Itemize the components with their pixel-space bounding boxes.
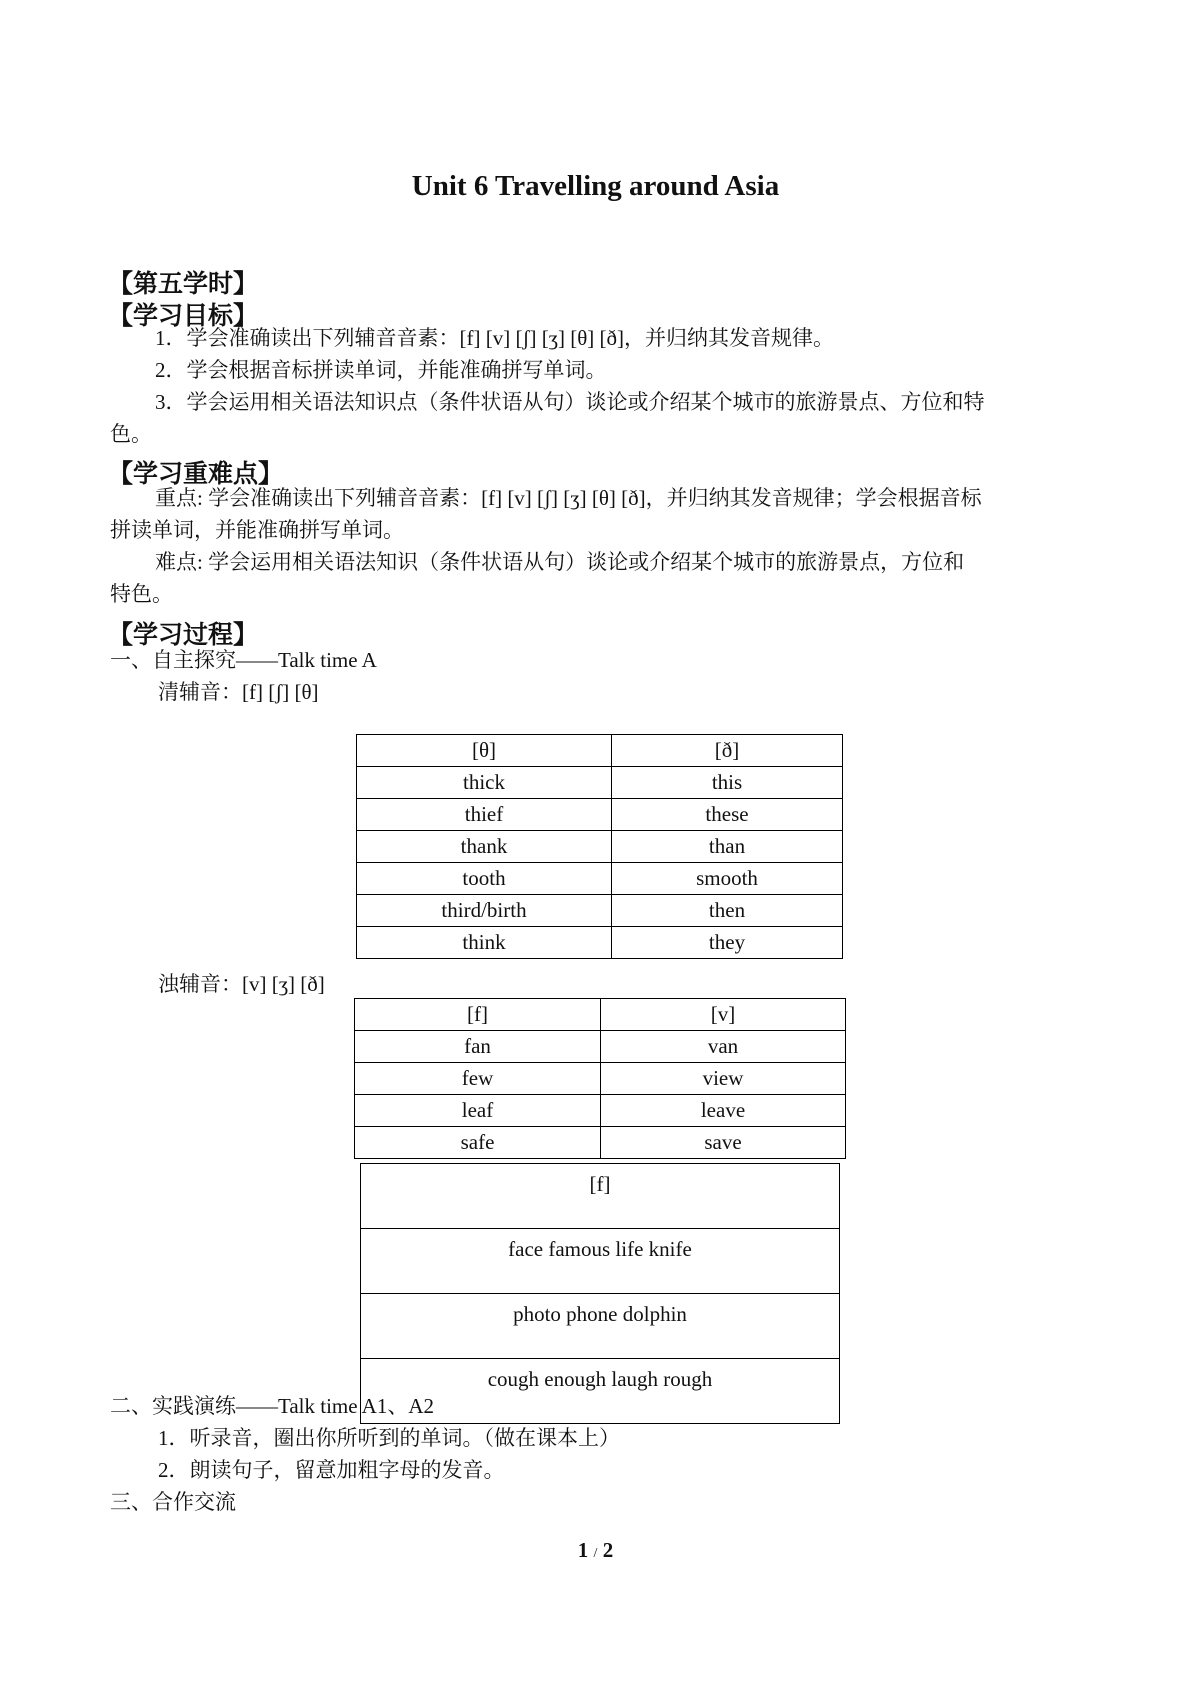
goal-item-1: 1．学会准确读出下列辅音音素：[f] [v] [ʃ] [ʒ] [θ] [ð]，并归纳其发音规律。: [155, 326, 835, 350]
page-total: 2: [602, 1538, 614, 1562]
table-cell: van: [601, 1031, 846, 1063]
table-row: [357, 831, 843, 863]
voiceless-label: 清辅音：[f] [ʃ] [θ]: [158, 680, 319, 704]
table-cell: few: [355, 1063, 601, 1095]
table-cell: cough enough laugh rough: [361, 1359, 840, 1424]
table-cell: save: [601, 1127, 846, 1159]
process-heading: 【学习过程】: [108, 622, 259, 649]
table-cell: these: [612, 799, 843, 831]
table-cell: think: [357, 927, 612, 959]
period-heading: 【第五学时】: [108, 271, 259, 298]
table-row: [357, 895, 843, 927]
fv-sound-table: [354, 998, 846, 1159]
table-row: [355, 1127, 846, 1159]
table-row: [361, 1164, 840, 1229]
table-header-cell: [ð]: [612, 735, 843, 767]
table-row: [355, 1031, 846, 1063]
page-title: Unit 6 Travelling around Asia: [411, 170, 780, 202]
table-row: [361, 1294, 840, 1359]
part1-heading: 一、自主探究——Talk time A: [110, 648, 377, 672]
part2-item-2: 2．朗读句子，留意加粗字母的发音。: [158, 1458, 505, 1482]
table-cell: leave: [601, 1095, 846, 1127]
table-cell: face famous life knife: [361, 1229, 840, 1294]
table-cell: smooth: [612, 863, 843, 895]
table-row: [357, 927, 843, 959]
table-header-cell: [θ]: [357, 735, 612, 767]
table-cell: they: [612, 927, 843, 959]
table-header-cell: [v]: [601, 999, 846, 1031]
page-current: 1: [577, 1538, 589, 1562]
table-cell: thief: [357, 799, 612, 831]
part2-heading: 二、实践演练——Talk time A1、A2: [110, 1394, 435, 1418]
table-cell: this: [612, 767, 843, 799]
table-row: [357, 863, 843, 895]
part2-item-1: 1．听录音，圈出你所听到的单词。（做在课本上）: [158, 1426, 620, 1450]
table-cell: tooth: [357, 863, 612, 895]
difficult-point-line-2: 特色。: [110, 582, 173, 606]
th-sound-table: [356, 734, 843, 959]
table-row: [355, 1095, 846, 1127]
f-spelling-table: [360, 1163, 840, 1424]
table-row: [357, 767, 843, 799]
table-row: [355, 999, 846, 1031]
goal-item-2: 2．学会根据音标拼读单词，并能准确拼写单词。: [155, 358, 607, 382]
table-cell: view: [601, 1063, 846, 1095]
table-cell: then: [612, 895, 843, 927]
page-number: [0, 1538, 1191, 1563]
page-separator: /: [593, 1546, 598, 1561]
table-cell: than: [612, 831, 843, 863]
goal-item-3: 3．学会运用相关语法知识点（条件状语从句）谈论或介绍某个城市的旅游景点、方位和特: [155, 390, 985, 414]
table-header-cell: [f]: [355, 999, 601, 1031]
key-point-line-1: 重点: 学会准确读出下列辅音音素：[f] [v] [ʃ] [ʒ] [θ] [ð]，并归纳其发音规律；学会根据音标: [155, 486, 982, 510]
table-cell: leaf: [355, 1095, 601, 1127]
table-cell: photo phone dolphin: [361, 1294, 840, 1359]
table-cell: safe: [355, 1127, 601, 1159]
table-cell: fan: [355, 1031, 601, 1063]
key-point-line-2: 拼读单词，并能准确拼写单词。: [110, 518, 404, 542]
table-cell: thick: [357, 767, 612, 799]
table-row: [361, 1229, 840, 1294]
table-cell: thank: [357, 831, 612, 863]
table-cell: [f]: [361, 1164, 840, 1229]
table-cell: third/birth: [357, 895, 612, 927]
key-heading: 【学习重难点】: [108, 461, 284, 488]
difficult-point-line-1: 难点: 学会运用相关语法知识（条件状语从句）谈论或介绍某个城市的旅游景点，方位和: [155, 550, 965, 574]
voiced-label: 浊辅音：[v] [ʒ] [ð]: [158, 972, 325, 996]
table-row: [357, 735, 843, 767]
table-row: [355, 1063, 846, 1095]
goals-heading: 【学习目标】: [108, 303, 259, 330]
table-row: [357, 799, 843, 831]
part3-heading: 三、合作交流: [110, 1490, 236, 1514]
goal-item-3-cont: 色。: [110, 422, 152, 446]
